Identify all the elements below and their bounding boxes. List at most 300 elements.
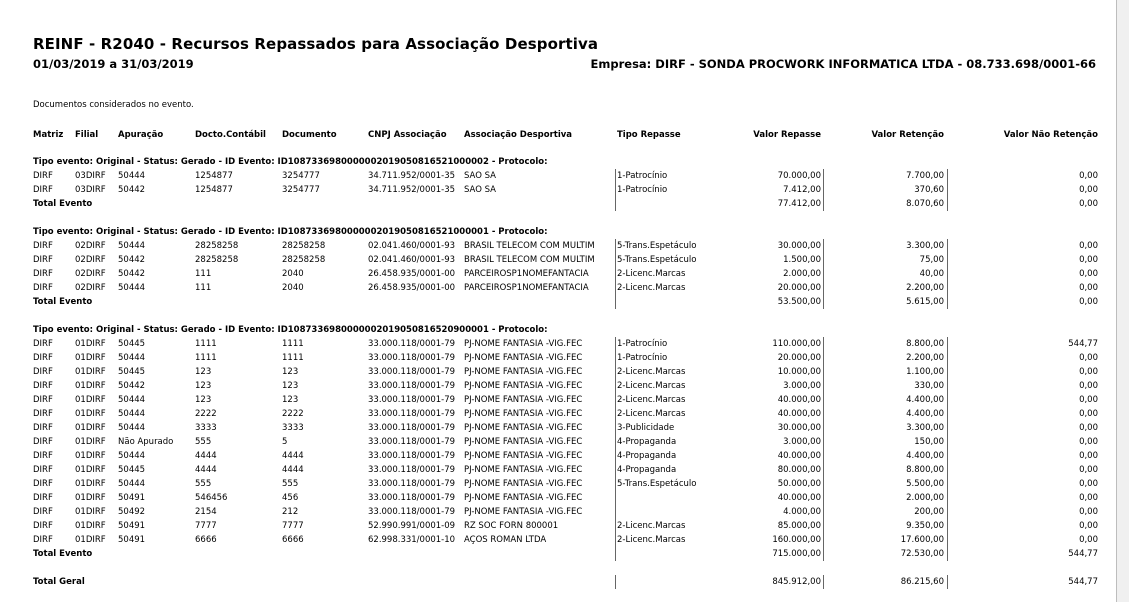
cell: 2154 bbox=[195, 507, 217, 517]
cell: 2-Licenc.Marcas bbox=[617, 409, 686, 419]
cell: 01DIRF bbox=[75, 521, 106, 531]
cell: 111 bbox=[195, 269, 212, 279]
cell-divider bbox=[947, 407, 948, 421]
cell-divider bbox=[823, 477, 824, 491]
cell: 01DIRF bbox=[75, 339, 106, 349]
cell: 555 bbox=[282, 479, 299, 489]
cell: 50445 bbox=[118, 465, 146, 475]
cell: 33.000.118/0001-79 bbox=[368, 423, 456, 433]
cell: PARCEIROSP1NOMEFANTACIA bbox=[464, 269, 589, 279]
col-documento: Documento bbox=[282, 130, 337, 140]
cell-divider bbox=[615, 491, 616, 505]
cell: 456 bbox=[282, 493, 299, 503]
cell-divider bbox=[947, 239, 948, 253]
cell: 50442 bbox=[118, 255, 146, 265]
cell-value: 70.000,00 bbox=[777, 171, 821, 181]
cell: PJ-NOME FANTASIA -VIG.FEC bbox=[464, 353, 583, 363]
cell-divider bbox=[615, 379, 616, 393]
cell-value: 330,00 bbox=[914, 381, 944, 391]
cell-value: 0,00 bbox=[1079, 381, 1098, 391]
cell-divider bbox=[823, 253, 824, 267]
cell-divider bbox=[615, 407, 616, 421]
cell: AÇOS ROMAN LTDA bbox=[464, 535, 547, 545]
table-row bbox=[0, 449, 1116, 463]
cell-value: 4.400,00 bbox=[906, 409, 944, 419]
cell: 123 bbox=[282, 381, 299, 391]
cell-divider bbox=[947, 505, 948, 519]
cell: 34.711.952/0001-35 bbox=[368, 171, 456, 181]
column-headers bbox=[0, 128, 1116, 142]
cell: 01DIRF bbox=[75, 409, 106, 419]
cell: 50445 bbox=[118, 367, 146, 377]
cell: PJ-NOME FANTASIA -VIG.FEC bbox=[464, 381, 583, 391]
cell: 50444 bbox=[118, 353, 146, 363]
cell: 01DIRF bbox=[75, 465, 106, 475]
cell: 33.000.118/0001-79 bbox=[368, 465, 456, 475]
total-value: 53.500,00 bbox=[777, 297, 821, 307]
table-row bbox=[0, 337, 1116, 351]
total-value: 72.530,00 bbox=[900, 549, 944, 559]
cell-divider bbox=[823, 505, 824, 519]
cell: DIRF bbox=[33, 521, 53, 531]
cell: 1254877 bbox=[195, 171, 233, 181]
cell: DIRF bbox=[33, 367, 53, 377]
cell: DIRF bbox=[33, 255, 53, 265]
cell: 7777 bbox=[195, 521, 217, 531]
cell-divider bbox=[615, 519, 616, 533]
cell-value: 4.000,00 bbox=[783, 507, 821, 517]
cell-divider bbox=[823, 435, 824, 449]
cell: 33.000.118/0001-79 bbox=[368, 437, 456, 447]
cell: 26.458.935/0001-00 bbox=[368, 283, 456, 293]
cell: PJ-NOME FANTASIA -VIG.FEC bbox=[464, 465, 583, 475]
cell: 33.000.118/0001-79 bbox=[368, 339, 456, 349]
cell: DIRF bbox=[33, 409, 53, 419]
col-valor-repasse: Valor Repasse bbox=[753, 130, 821, 140]
cell-value: 2.000,00 bbox=[783, 269, 821, 279]
cell-divider bbox=[947, 351, 948, 365]
grand-total-row bbox=[0, 575, 1116, 589]
cell: 555 bbox=[195, 437, 212, 447]
cell-value: 0,00 bbox=[1079, 395, 1098, 405]
cell-value: 20.000,00 bbox=[777, 353, 821, 363]
cell: BRASIL TELECOM COM MULTIM bbox=[464, 255, 595, 265]
cell: 111 bbox=[195, 283, 212, 293]
cell: 2040 bbox=[282, 283, 304, 293]
cell-value: 20.000,00 bbox=[777, 283, 821, 293]
cell: 01DIRF bbox=[75, 395, 106, 405]
col-tipo: Tipo Repasse bbox=[617, 130, 681, 140]
cell-value: 50.000,00 bbox=[777, 479, 821, 489]
cell: 03DIRF bbox=[75, 185, 106, 195]
cell: 33.000.118/0001-79 bbox=[368, 507, 456, 517]
col-valor-nao-retencao: Valor Não Retenção bbox=[1003, 130, 1098, 140]
cell-divider bbox=[615, 169, 616, 183]
cell: 02.041.460/0001-93 bbox=[368, 255, 456, 265]
cell-value: 17.600,00 bbox=[900, 535, 944, 545]
cell-divider bbox=[947, 267, 948, 281]
cell-divider bbox=[615, 477, 616, 491]
cell-value: 0,00 bbox=[1079, 521, 1098, 531]
event-group-header bbox=[0, 225, 1116, 239]
cell-divider bbox=[823, 449, 824, 463]
cell-value: 40.000,00 bbox=[777, 395, 821, 405]
cell-value: 1.100,00 bbox=[906, 367, 944, 377]
cell-divider bbox=[823, 295, 824, 309]
table-row bbox=[0, 267, 1116, 281]
table-row bbox=[0, 365, 1116, 379]
table-row bbox=[0, 351, 1116, 365]
cell: 6666 bbox=[195, 535, 217, 545]
cell-divider bbox=[823, 379, 824, 393]
cell-divider bbox=[615, 239, 616, 253]
cell: DIRF bbox=[33, 423, 53, 433]
cell: 52.990.991/0001-09 bbox=[368, 521, 456, 531]
cell-value: 40.000,00 bbox=[777, 451, 821, 461]
total-value: 77.412,00 bbox=[777, 199, 821, 209]
cell: 33.000.118/0001-79 bbox=[368, 353, 456, 363]
cell-divider bbox=[615, 351, 616, 365]
table-row bbox=[0, 169, 1116, 183]
cell: 1254877 bbox=[195, 185, 233, 195]
cell: 2040 bbox=[282, 269, 304, 279]
cell: 1111 bbox=[282, 339, 304, 349]
cell: PJ-NOME FANTASIA -VIG.FEC bbox=[464, 479, 583, 489]
cell: 01DIRF bbox=[75, 479, 106, 489]
cell-value: 80.000,00 bbox=[777, 465, 821, 475]
cell-value: 40.000,00 bbox=[777, 409, 821, 419]
cell-value: 160.000,00 bbox=[772, 535, 821, 545]
cell: 28258258 bbox=[282, 241, 326, 251]
cell-divider bbox=[823, 407, 824, 421]
cell: PJ-NOME FANTASIA -VIG.FEC bbox=[464, 507, 583, 517]
cell: 5 bbox=[282, 437, 288, 447]
cell-divider bbox=[615, 533, 616, 547]
cell: SAO SA bbox=[464, 185, 496, 195]
cell: 212 bbox=[282, 507, 299, 517]
cell: RZ SOC FORN 800001 bbox=[464, 521, 559, 531]
cell-value: 0,00 bbox=[1079, 269, 1098, 279]
cell: DIRF bbox=[33, 479, 53, 489]
company-info: Empresa: DIRF - SONDA PROCWORK INFORMATICA LTDA - 08.733.698/0001-66 bbox=[590, 57, 1096, 71]
cell: 34.711.952/0001-35 bbox=[368, 185, 456, 195]
cell-divider bbox=[947, 393, 948, 407]
cell: PJ-NOME FANTASIA -VIG.FEC bbox=[464, 493, 583, 503]
table-row bbox=[0, 519, 1116, 533]
cell-value: 150,00 bbox=[914, 437, 944, 447]
cell-divider bbox=[823, 183, 824, 197]
cell-divider bbox=[947, 337, 948, 351]
cell: DIRF bbox=[33, 451, 53, 461]
cell-divider bbox=[947, 197, 948, 211]
cell: 123 bbox=[282, 395, 299, 405]
total-value: 0,00 bbox=[1079, 297, 1098, 307]
cell: 3254777 bbox=[282, 185, 320, 195]
cell-value: 1.500,00 bbox=[783, 255, 821, 265]
cell: 02DIRF bbox=[75, 241, 106, 251]
cell-value: 0,00 bbox=[1079, 241, 1098, 251]
cell: DIRF bbox=[33, 185, 53, 195]
cell-divider bbox=[823, 197, 824, 211]
cell: SAO SA bbox=[464, 171, 496, 181]
cell-divider bbox=[947, 463, 948, 477]
cell-divider bbox=[947, 491, 948, 505]
cell: 62.998.331/0001-10 bbox=[368, 535, 456, 545]
cell: 123 bbox=[195, 395, 212, 405]
cell: BRASIL TELECOM COM MULTIM bbox=[464, 241, 595, 251]
cell-divider bbox=[615, 393, 616, 407]
cell: 7777 bbox=[282, 521, 304, 531]
cell-value: 2.200,00 bbox=[906, 353, 944, 363]
cell-divider bbox=[947, 253, 948, 267]
cell: 4444 bbox=[195, 451, 217, 461]
cell: 123 bbox=[282, 367, 299, 377]
event-header-text: Tipo evento: Original - Status: Gerado - ID Evento: ID1087336980000002019050816521000001 - Protocolo: bbox=[33, 227, 548, 237]
cell: 01DIRF bbox=[75, 507, 106, 517]
cell: 03DIRF bbox=[75, 171, 106, 181]
cell: 01DIRF bbox=[75, 353, 106, 363]
cell-divider bbox=[823, 519, 824, 533]
event-group-header bbox=[0, 323, 1116, 337]
table-row bbox=[0, 533, 1116, 547]
cell: 02DIRF bbox=[75, 255, 106, 265]
cell-value: 4.400,00 bbox=[906, 395, 944, 405]
table-row bbox=[0, 505, 1116, 519]
total-label: Total Evento bbox=[33, 549, 93, 559]
cell: 01DIRF bbox=[75, 367, 106, 377]
total-value: 8.070,60 bbox=[906, 199, 944, 209]
event-header-text: Tipo evento: Original - Status: Gerado - ID Evento: ID1087336980000002019050816520900001 - Protocolo: bbox=[33, 325, 548, 335]
table-row bbox=[0, 435, 1116, 449]
event-header-text: Tipo evento: Original - Status: Gerado - ID Evento: ID1087336980000002019050816521000002 - Protocolo: bbox=[33, 157, 548, 167]
table-row bbox=[0, 253, 1116, 267]
cell-divider bbox=[947, 547, 948, 561]
col-matriz: Matriz bbox=[33, 130, 64, 140]
cell-value: 30.000,00 bbox=[777, 241, 821, 251]
cell-value: 85.000,00 bbox=[777, 521, 821, 531]
cell: 4-Propaganda bbox=[617, 465, 677, 475]
cell-divider bbox=[947, 295, 948, 309]
cell-divider bbox=[615, 365, 616, 379]
cell: 1111 bbox=[195, 353, 217, 363]
cell: 50444 bbox=[118, 451, 146, 461]
cell: 3-Publicidade bbox=[617, 423, 675, 433]
cell: PJ-NOME FANTASIA -VIG.FEC bbox=[464, 339, 583, 349]
cell: 2-Licenc.Marcas bbox=[617, 521, 686, 531]
cell: PJ-NOME FANTASIA -VIG.FEC bbox=[464, 451, 583, 461]
event-group-header bbox=[0, 155, 1116, 169]
cell: 50492 bbox=[118, 507, 146, 517]
cell: DIRF bbox=[33, 353, 53, 363]
cell: 50445 bbox=[118, 339, 146, 349]
table-row bbox=[0, 407, 1116, 421]
cell: 5-Trans.Espetáculo bbox=[617, 255, 697, 265]
cell-value: 0,00 bbox=[1079, 507, 1098, 517]
col-filial: Filial bbox=[75, 130, 99, 140]
cell: 555 bbox=[195, 479, 212, 489]
total-label: Total Evento bbox=[33, 199, 93, 209]
cell: PARCEIROSP1NOMEFANTACIA bbox=[464, 283, 589, 293]
cell: DIRF bbox=[33, 535, 53, 545]
table-row bbox=[0, 477, 1116, 491]
table-row bbox=[0, 239, 1116, 253]
cell: 2222 bbox=[282, 409, 304, 419]
cell-value: 370,60 bbox=[914, 185, 944, 195]
cell: 2-Licenc.Marcas bbox=[617, 283, 686, 293]
cell-divider bbox=[823, 533, 824, 547]
cell: 2-Licenc.Marcas bbox=[617, 535, 686, 545]
cell-divider bbox=[947, 533, 948, 547]
cell: 123 bbox=[195, 381, 212, 391]
cell: 1-Patrocínio bbox=[617, 185, 668, 195]
cell: 50444 bbox=[118, 241, 146, 251]
total-value: 715.000,00 bbox=[772, 549, 821, 559]
cell-divider bbox=[823, 351, 824, 365]
cell: 33.000.118/0001-79 bbox=[368, 409, 456, 419]
cell-value: 5.500,00 bbox=[906, 479, 944, 489]
cell: 5-Trans.Espetáculo bbox=[617, 479, 697, 489]
cell-divider bbox=[823, 393, 824, 407]
cell-divider bbox=[615, 435, 616, 449]
table-row bbox=[0, 183, 1116, 197]
cell: DIRF bbox=[33, 507, 53, 517]
cell-value: 8.800,00 bbox=[906, 339, 944, 349]
cell: DIRF bbox=[33, 395, 53, 405]
cell-value: 110.000,00 bbox=[772, 339, 821, 349]
cell-divider bbox=[615, 267, 616, 281]
cell: 01DIRF bbox=[75, 381, 106, 391]
cell-value: 40,00 bbox=[919, 269, 944, 279]
cell-value: 30.000,00 bbox=[777, 423, 821, 433]
event-total-row bbox=[0, 295, 1116, 309]
cell: 1-Patrocínio bbox=[617, 353, 668, 363]
cell-value: 3.300,00 bbox=[906, 241, 944, 251]
cell: 50491 bbox=[118, 535, 146, 545]
cell-divider bbox=[823, 365, 824, 379]
cell-value: 4.400,00 bbox=[906, 451, 944, 461]
cell-value: 8.800,00 bbox=[906, 465, 944, 475]
cell: PJ-NOME FANTASIA -VIG.FEC bbox=[464, 367, 583, 377]
cell: 6666 bbox=[282, 535, 304, 545]
cell-divider bbox=[615, 505, 616, 519]
cell-value: 0,00 bbox=[1079, 353, 1098, 363]
vertical-scrollbar[interactable] bbox=[1117, 0, 1129, 602]
total-value: 5.615,00 bbox=[906, 297, 944, 307]
cell: 4444 bbox=[282, 451, 304, 461]
cell: 50444 bbox=[118, 479, 146, 489]
cell: 50442 bbox=[118, 185, 146, 195]
cell-value: 0,00 bbox=[1079, 283, 1098, 293]
cell-value: 3.000,00 bbox=[783, 437, 821, 447]
cell: 4444 bbox=[282, 465, 304, 475]
table-row bbox=[0, 463, 1116, 477]
table-row bbox=[0, 421, 1116, 435]
cell-divider bbox=[947, 519, 948, 533]
grand-total-value: 845.912,00 bbox=[772, 577, 821, 587]
cell: DIRF bbox=[33, 171, 53, 181]
cell-divider bbox=[947, 575, 948, 589]
total-label: Total Evento bbox=[33, 297, 93, 307]
cell-value: 40.000,00 bbox=[777, 493, 821, 503]
cell-value: 0,00 bbox=[1079, 255, 1098, 265]
cell: 50442 bbox=[118, 269, 146, 279]
grand-total-value: 86.215,60 bbox=[900, 577, 944, 587]
total-value: 544,77 bbox=[1068, 549, 1098, 559]
cell-divider bbox=[947, 421, 948, 435]
cell-value: 0,00 bbox=[1079, 367, 1098, 377]
cell: 28258258 bbox=[282, 255, 326, 265]
cell: 02DIRF bbox=[75, 269, 106, 279]
cell: 3333 bbox=[195, 423, 217, 433]
cell: 1111 bbox=[195, 339, 217, 349]
cell-divider bbox=[823, 337, 824, 351]
cell-value: 0,00 bbox=[1079, 423, 1098, 433]
cell-divider bbox=[947, 169, 948, 183]
report-period: 01/03/2019 a 31/03/2019 bbox=[33, 57, 194, 71]
cell: 4-Propaganda bbox=[617, 451, 677, 461]
cell-divider bbox=[615, 295, 616, 309]
cell: 2222 bbox=[195, 409, 217, 419]
cell: 33.000.118/0001-79 bbox=[368, 367, 456, 377]
cell: 546456 bbox=[195, 493, 228, 503]
cell-divider bbox=[947, 449, 948, 463]
cell: 01DIRF bbox=[75, 535, 106, 545]
cell-divider bbox=[823, 575, 824, 589]
cell-value: 10.000,00 bbox=[777, 367, 821, 377]
cell: 4444 bbox=[195, 465, 217, 475]
cell: 33.000.118/0001-79 bbox=[368, 451, 456, 461]
cell: DIRF bbox=[33, 437, 53, 447]
grand-total-value: 544,77 bbox=[1068, 577, 1098, 587]
table-row bbox=[0, 393, 1116, 407]
cell: 3254777 bbox=[282, 171, 320, 181]
cell-divider bbox=[947, 435, 948, 449]
cell-value: 0,00 bbox=[1079, 437, 1098, 447]
cell: PJ-NOME FANTASIA -VIG.FEC bbox=[464, 423, 583, 433]
cell-divider bbox=[823, 281, 824, 295]
report-title: REINF - R2040 - Recursos Repassados para Associação Desportiva bbox=[33, 35, 599, 53]
cell-divider bbox=[823, 421, 824, 435]
cell: 50442 bbox=[118, 381, 146, 391]
cell: DIRF bbox=[33, 465, 53, 475]
cell-divider bbox=[823, 267, 824, 281]
cell: PJ-NOME FANTASIA -VIG.FEC bbox=[464, 395, 583, 405]
report-note: Documentos considerados no evento. bbox=[33, 100, 194, 110]
cell: 2-Licenc.Marcas bbox=[617, 381, 686, 391]
cell: 02.041.460/0001-93 bbox=[368, 241, 456, 251]
cell-value: 3.000,00 bbox=[783, 381, 821, 391]
cell: DIRF bbox=[33, 493, 53, 503]
cell: PJ-NOME FANTASIA -VIG.FEC bbox=[464, 409, 583, 419]
cell-value: 200,00 bbox=[914, 507, 944, 517]
cell-divider bbox=[823, 169, 824, 183]
cell: 5-Trans.Espetáculo bbox=[617, 241, 697, 251]
cell: DIRF bbox=[33, 339, 53, 349]
cell: 02DIRF bbox=[75, 283, 106, 293]
cell-divider bbox=[823, 239, 824, 253]
cell: 33.000.118/0001-79 bbox=[368, 395, 456, 405]
cell: 01DIRF bbox=[75, 423, 106, 433]
cell: 2-Licenc.Marcas bbox=[617, 395, 686, 405]
cell-value: 2.200,00 bbox=[906, 283, 944, 293]
cell-divider bbox=[615, 253, 616, 267]
cell: 01DIRF bbox=[75, 493, 106, 503]
event-total-row bbox=[0, 197, 1116, 211]
col-cnpj: CNPJ Associação bbox=[368, 130, 447, 140]
cell-value: 3.300,00 bbox=[906, 423, 944, 433]
cell-divider bbox=[615, 421, 616, 435]
cell-divider bbox=[615, 449, 616, 463]
